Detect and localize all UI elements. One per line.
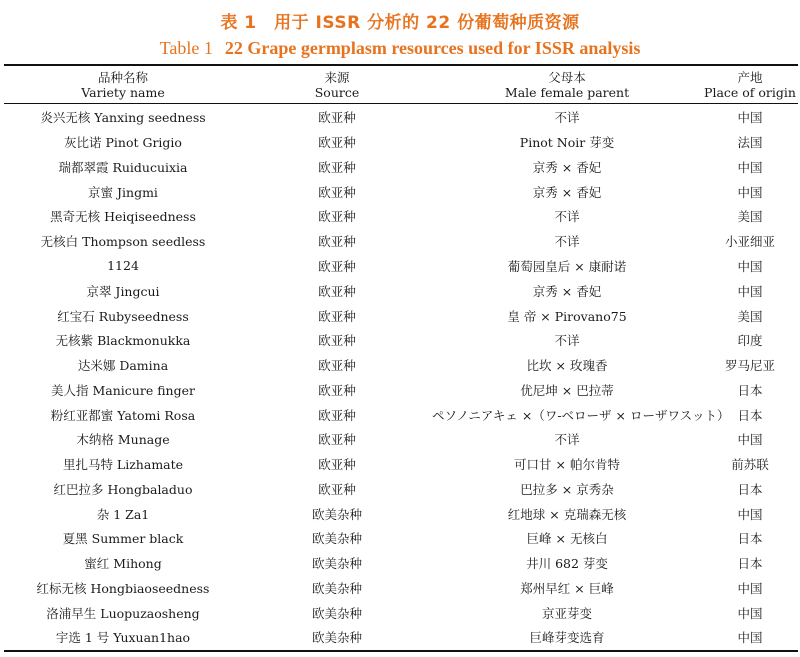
cell-source: 欧亚种: [318, 110, 356, 126]
table-row: [4, 377, 798, 402]
cell-parent: 京秀 × 香妃: [532, 184, 602, 200]
cell-source: 欧亚种: [318, 333, 356, 349]
germplasm-table: [4, 66, 798, 650]
table-row: [4, 103, 798, 130]
column-header-en: Place of origin: [704, 84, 796, 100]
cell-parent: ペソノニアキェ ×（ワ-ベローザ × ローザワスット）: [432, 407, 730, 423]
cell-parent: 巨峰芽变选育: [529, 630, 605, 646]
column-header-origin: [702, 66, 798, 103]
cell-source: 欧亚种: [318, 209, 356, 225]
cell-parent: 京秀 × 香妃: [532, 283, 602, 299]
cell-variety: 杂 1 Za1: [96, 506, 150, 522]
cell-source: 欧美杂种: [311, 556, 362, 572]
cell-variety: 无核白 Thompson seedless: [40, 234, 206, 250]
cell-origin: 日本: [737, 481, 763, 497]
cell-parent: 郑州早红 × 巨峰: [520, 580, 614, 596]
cell-origin: 法国: [737, 135, 763, 151]
table-row: [4, 353, 798, 378]
cell-parent: 比坎 × 玫瑰香: [526, 358, 608, 374]
table-row: [4, 526, 798, 551]
column-header-parent: [432, 66, 702, 103]
cell-source: 欧亚种: [318, 184, 356, 200]
table-row: [4, 600, 798, 625]
cell-parent: 井川 682 芽变: [526, 556, 608, 572]
column-header-source: [242, 66, 432, 103]
cell-origin: 中国: [737, 506, 763, 522]
cell-origin: 中国: [737, 258, 763, 274]
cell-origin: 日本: [737, 382, 763, 398]
cell-parent: 京亚芽变: [541, 605, 592, 621]
table-row: [4, 303, 798, 328]
cell-variety: 夏黑 Summer black: [62, 531, 184, 547]
cell-source: 欧亚种: [318, 358, 356, 374]
cell-variety: 黑奇无核 Heiqiseedness: [50, 209, 196, 225]
table-row: [4, 278, 798, 303]
cell-parent: 不详: [554, 209, 580, 225]
cell-variety: 灰比诺 Pinot Grigio: [64, 135, 182, 151]
cell-source: 欧美杂种: [311, 580, 362, 596]
cell-variety: 木纳格 Munage: [76, 432, 170, 448]
cell-origin: 美国: [737, 209, 763, 225]
cell-source: 欧亚种: [318, 382, 356, 398]
cell-variety: 达米娜 Damina: [77, 358, 169, 374]
cell-origin: 中国: [737, 110, 763, 126]
cell-parent: 可口甘 × 帕尔肯特: [514, 457, 620, 473]
cell-parent: 不详: [554, 110, 580, 126]
cell-parent: 不详: [554, 432, 580, 448]
cell-variety: 京翠 Jingcui: [86, 283, 160, 299]
cell-origin: 中国: [737, 630, 763, 646]
cell-parent: Pinot Noir 芽变: [519, 135, 615, 151]
cell-origin: 中国: [737, 159, 763, 175]
cell-source: 欧亚种: [318, 258, 356, 274]
bottom-rule: [4, 650, 798, 652]
cell-origin: 美国: [737, 308, 763, 324]
table-row: [4, 551, 798, 576]
cell-origin: 日本: [737, 556, 763, 572]
table-row: [4, 625, 798, 650]
cell-origin: 中国: [737, 184, 763, 200]
table-row: [4, 427, 798, 452]
cell-parent: 京秀 × 香妃: [532, 159, 602, 175]
table-number: Table 1: [159, 38, 213, 58]
column-header-cn: 产地: [737, 69, 763, 85]
column-header-cn: 品种名称: [97, 69, 148, 85]
cell-variety: 京蜜 Jingmi: [88, 184, 158, 200]
cell-origin: 前苏联: [731, 457, 769, 473]
cell-parent: 巨峰 × 无核白: [526, 531, 608, 547]
cell-source: 欧美杂种: [311, 605, 362, 621]
column-header-en: Source: [314, 84, 360, 100]
cell-parent: 红地球 × 克瑞森无核: [507, 506, 627, 522]
cell-origin: 中国: [737, 283, 763, 299]
cell-source: 欧美杂种: [311, 630, 362, 646]
table-row: [4, 155, 798, 180]
cell-origin: 日本: [737, 531, 763, 547]
table-row: [4, 452, 798, 477]
cell-variety: 红宝石 Rubyseedness: [57, 308, 189, 324]
table-title-en: [0, 38, 800, 59]
table-row: [4, 254, 798, 279]
table-body: [4, 103, 798, 650]
table-row: [4, 130, 798, 155]
cell-origin: 小亚细亚: [724, 234, 775, 250]
header-row: [4, 66, 798, 103]
table-row: [4, 576, 798, 601]
column-header-variety: [4, 66, 242, 103]
table-row: [4, 476, 798, 501]
table-row: [4, 328, 798, 353]
cell-source: 欧亚种: [318, 481, 356, 497]
cell-source: 欧亚种: [318, 159, 356, 175]
cell-origin: 罗马尼亚: [724, 358, 775, 374]
table-row: [4, 501, 798, 526]
cell-source: 欧美杂种: [311, 531, 362, 547]
cell-parent: 皇 帝 × Pirovano75: [507, 308, 627, 324]
cell-parent: 不详: [554, 234, 580, 250]
column-header-en: Variety name: [81, 84, 165, 100]
cell-parent: 优尼坤 × 巴拉蒂: [520, 382, 614, 398]
cell-variety: 炎兴无核 Yanxing seedness: [40, 110, 206, 126]
cell-source: 欧亚种: [318, 407, 356, 423]
column-header-en: Male female parent: [504, 84, 630, 100]
cell-variety: 红标无核 Hongbiaoseedness: [36, 580, 210, 596]
cell-variety: 粉红亚都蜜 Yatomi Rosa: [50, 407, 196, 423]
cell-source: 欧亚种: [318, 283, 356, 299]
cell-variety: 无核紫 Blackmonukka: [55, 333, 191, 349]
cell-variety: 瑞都翠霞 Ruiducuixia: [58, 159, 188, 175]
cell-source: 欧亚种: [318, 234, 356, 250]
column-header-cn: 来源: [324, 69, 350, 85]
cell-variety: 红巴拉多 Hongbaladuo: [53, 481, 193, 497]
column-header-cn: 父母本: [548, 69, 586, 85]
cell-parent: 不详: [554, 333, 580, 349]
cell-source: 欧亚种: [318, 432, 356, 448]
cell-variety: 美人指 Manicure finger: [51, 382, 195, 398]
table-row: [4, 229, 798, 254]
cell-origin: 中国: [737, 580, 763, 596]
table-title-cn: 表 1 用于 ISSR 分析的 22 份葡萄种质资源: [220, 13, 580, 33]
cell-source: 欧美杂种: [311, 506, 362, 522]
cell-parent: 巴拉多 × 京秀杂: [520, 481, 614, 497]
cell-parent: 葡萄园皇后 × 康耐诺: [507, 258, 627, 274]
table-row: [4, 204, 798, 229]
cell-origin: 印度: [737, 333, 763, 349]
table-row: [4, 402, 798, 427]
cell-variety: 宇选 1 号 Yuxuan1hao: [55, 630, 191, 646]
table-title-en-text: 22 Grape germplasm resources used for ISSR analysis: [224, 38, 641, 58]
cell-source: 欧亚种: [318, 308, 356, 324]
cell-source: 欧亚种: [318, 135, 356, 151]
cell-source: 欧亚种: [318, 457, 356, 473]
cell-origin: 中国: [737, 432, 763, 448]
cell-variety: 里扎马特 Lizhamate: [62, 457, 184, 473]
table-row: [4, 179, 798, 204]
cell-variety: 蜜红 Mihong: [84, 556, 162, 572]
cell-variety: 洛浦早生 Luopuzaosheng: [46, 605, 200, 621]
cell-origin: 日本: [737, 407, 763, 423]
cell-variety: 1124: [107, 258, 139, 274]
cell-origin: 中国: [737, 605, 763, 621]
